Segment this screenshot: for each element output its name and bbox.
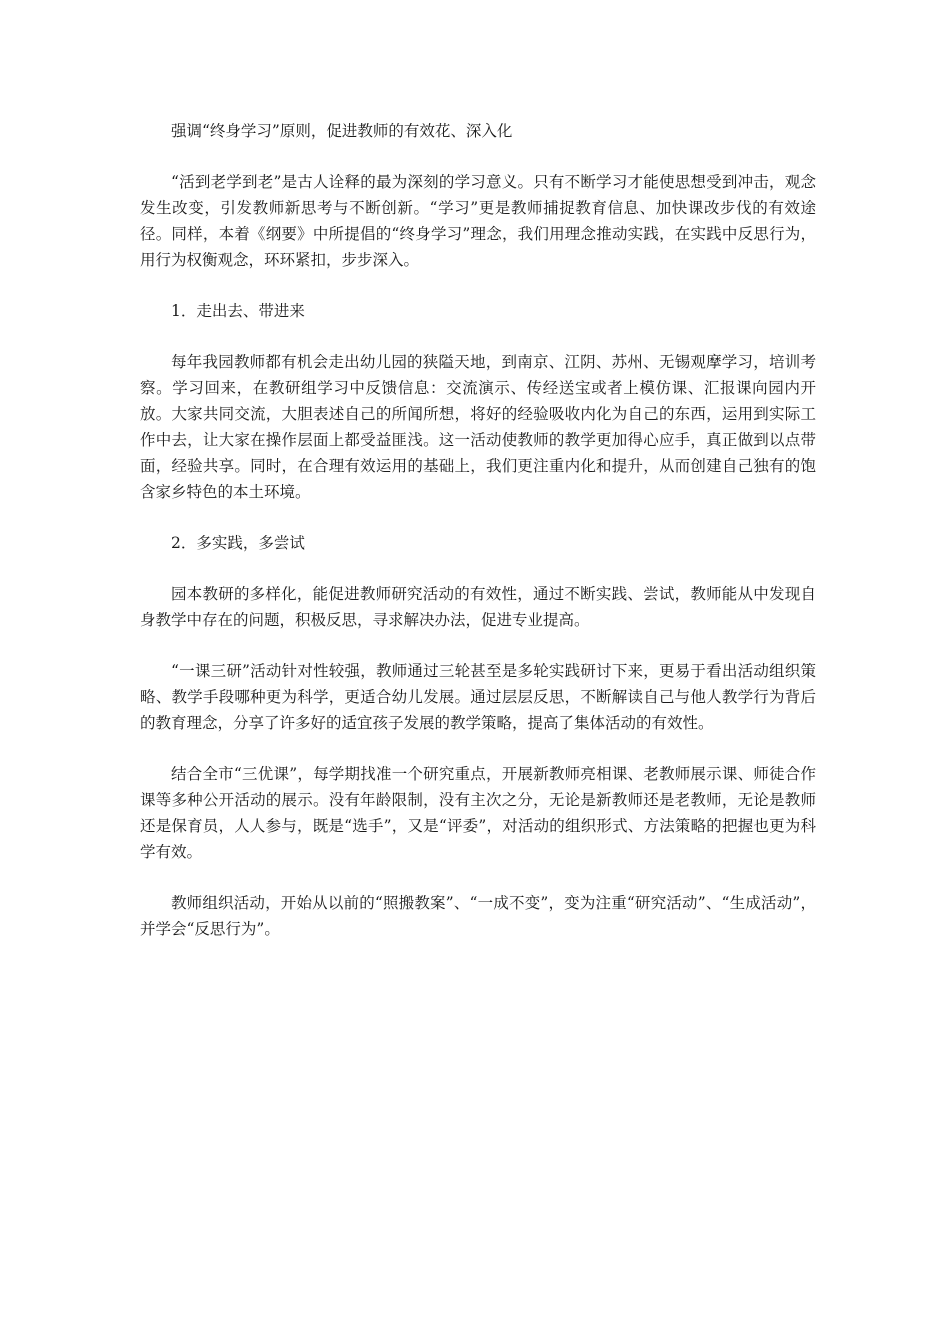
- paragraph-intro: “活到老学到老”是古人诠释的最为深刻的学习意义。只有不断学习才能使思想受到冲击，观念发生改变，引发教师新思考与不断创新。“学习”更是教师捕捉教育信息、加快课改步伐的有效途径。同样，本着《纲要》中所提倡的“终身学习”理念，我们用理念推动实践，在实践中反思行为，用行为权衡观念，环环紧扣，步步深入。: [140, 173, 816, 269]
- section-heading-2: 2．多实践，多尝试: [171, 534, 305, 552]
- paragraph-section-2d: 教师组织活动，开始从以前的“照搬教案”、“一成不变”，变为注重“研究活动”、“生成活动”，并学会“反思行为”。: [140, 894, 816, 938]
- paragraph-section-2b: “一课三研”活动针对性较强，教师通过三轮甚至是多轮实践研讨下来，更易于看出活动组织策略、教学手段哪种更为科学，更适合幼儿发展。通过层层反思，不断解读自己与他人教学行为背后的教育理念，分享了许多好的适宜孩子发展的教学策略，提高了集体活动的有效性。: [140, 662, 816, 732]
- paragraph-section-1: 每年我园教师都有机会走出幼儿园的狭隘天地，到南京、江阴、苏州、无锡观摩学习，培训考察。学习回来，在教研组学习中反馈信息：交流演示、传经送宝或者上模仿课、汇报课向园内开放。大家共同交流，大胆表述自己的所闻所想，将好的经验吸收内化为自己的东西，运用到实际工作中去，让大家在操作层面上都受益匪浅。这一活动使教师的教学更加得心应手，真正做到以点带面，经验共享。同时，在合理有效运用的基础上，我们更注重内化和提升，从而创建自己独有的饱含家乡特色的本土环境。: [140, 353, 816, 501]
- paragraph-section-2a: 园本教研的多样化，能促进教师研究活动的有效性，通过不断实践、尝试，教师能从中发现自身教学中存在的问题，积极反思，寻求解决办法，促进专业提高。: [140, 585, 816, 629]
- document-title: 强调“终身学习”原则，促进教师的有效花、深入化: [171, 122, 513, 140]
- section-heading-1: 1．走出去、带进来: [171, 302, 305, 320]
- paragraph-section-2c: 结合全市“三优课”，每学期找准一个研究重点，开展新教师亮相课、老教师展示课、师徒合作课等多种公开活动的展示。没有年龄限制，没有主次之分，无论是新教师还是老教师，无论是教师还是保育员，人人参与，既是“选手”，又是“评委”，对活动的组织形式、方法策略的把握也更为科学有效。: [140, 765, 816, 861]
- document-body: [140, 118, 816, 967]
